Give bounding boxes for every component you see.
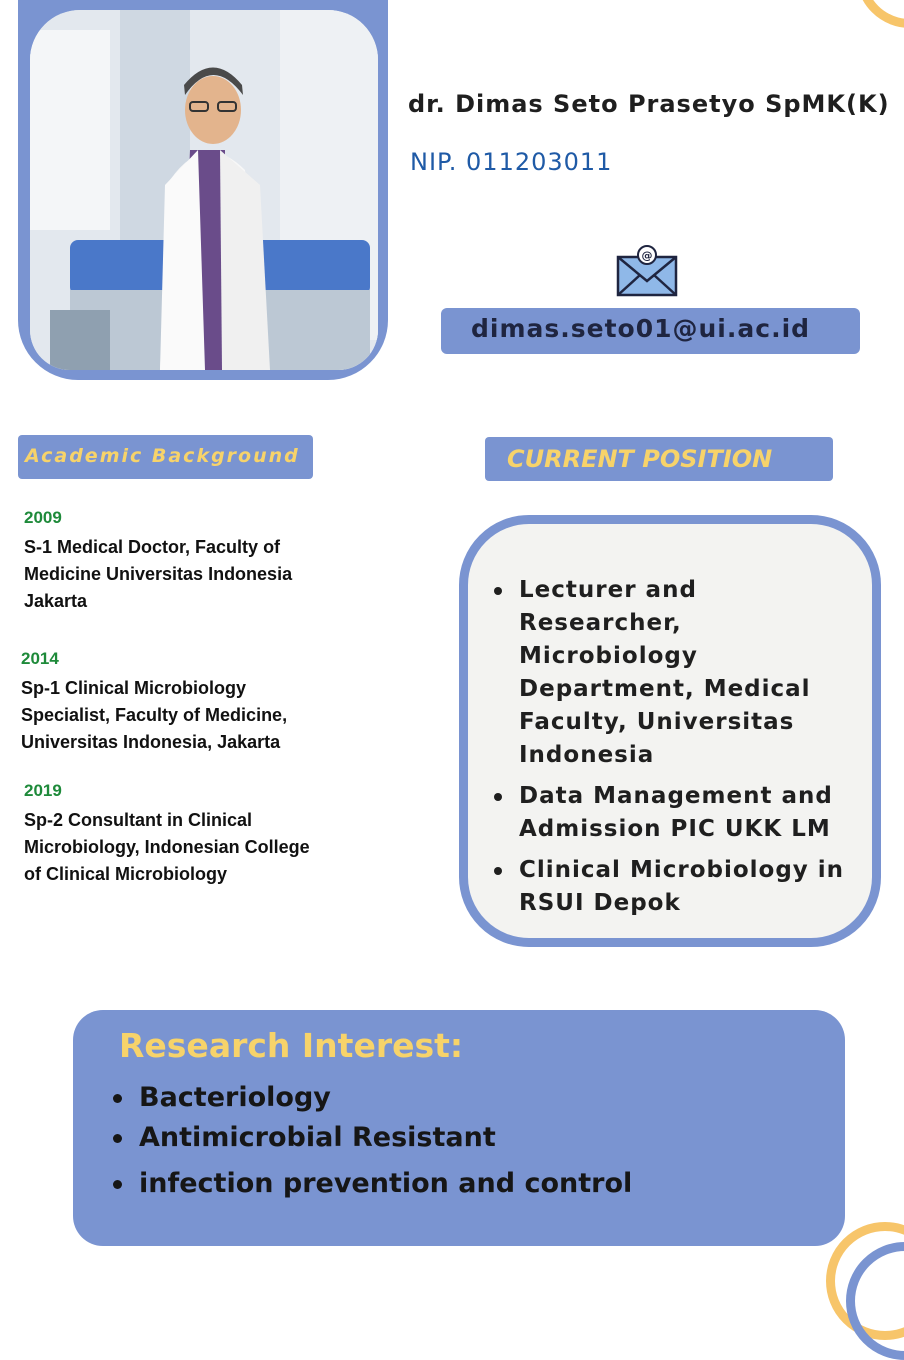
email-address[interactable]: dimas.seto01@ui.ac.id: [471, 314, 811, 343]
research-list: [113, 1080, 632, 1206]
current-position-card: [459, 515, 881, 947]
research-item: infection prevention and control: [113, 1166, 632, 1206]
research-interest-heading: Research Interest:: [119, 1026, 464, 1065]
position-item: Clinical Microbiology in RSUI Depok: [486, 854, 866, 920]
education-item-2009: [24, 508, 292, 615]
education-description: Sp-2 Consultant in Clinical: [24, 810, 253, 830]
education-year: 2019: [24, 781, 62, 800]
nip-number: NIP. 011203011: [410, 148, 613, 176]
education-description: S-1 Medical Doctor, Faculty of: [24, 537, 281, 557]
position-item: Data Management and Admission PIC UKK LM: [486, 780, 866, 846]
academic-background-heading: Academic Background: [25, 445, 300, 467]
education-description: Universitas Indonesia, Jakarta: [21, 732, 281, 752]
education-item-2019: [24, 781, 310, 888]
academic-background-tag: [18, 435, 313, 479]
current-position-heading: CURRENT POSITION: [507, 445, 773, 473]
decorative-ring-top: [856, 0, 904, 28]
research-item: Bacteriology: [113, 1080, 632, 1120]
education-description: Sp-1 Clinical Microbiology: [21, 678, 247, 698]
profile-photo: [30, 10, 378, 370]
education-year: 2009: [24, 508, 62, 527]
email-box: [441, 308, 860, 354]
position-list: [486, 574, 866, 928]
research-interest-panel: [73, 1010, 845, 1246]
education-description: Microbiology, Indonesian College: [24, 837, 310, 857]
email-envelope-icon: [614, 243, 680, 299]
education-description: Specialist, Faculty of Medicine,: [21, 705, 288, 725]
svg-text:@: @: [641, 249, 653, 262]
education-description: Jakarta: [24, 591, 88, 611]
education-year: 2014: [21, 649, 59, 668]
education-description: Medicine Universitas Indonesia: [24, 564, 293, 584]
education-description: of Clinical Microbiology: [24, 864, 228, 884]
doctor-name: dr. Dimas Seto Prasetyo SpMK(K): [408, 90, 890, 118]
position-item: Lecturer and Researcher, Microbiology Department, Medical Faculty, Universitas Indonesia: [486, 574, 866, 772]
current-position-tag: [485, 437, 833, 481]
research-item: Antimicrobial Resistant: [113, 1120, 632, 1160]
education-item-2014: [21, 649, 287, 756]
